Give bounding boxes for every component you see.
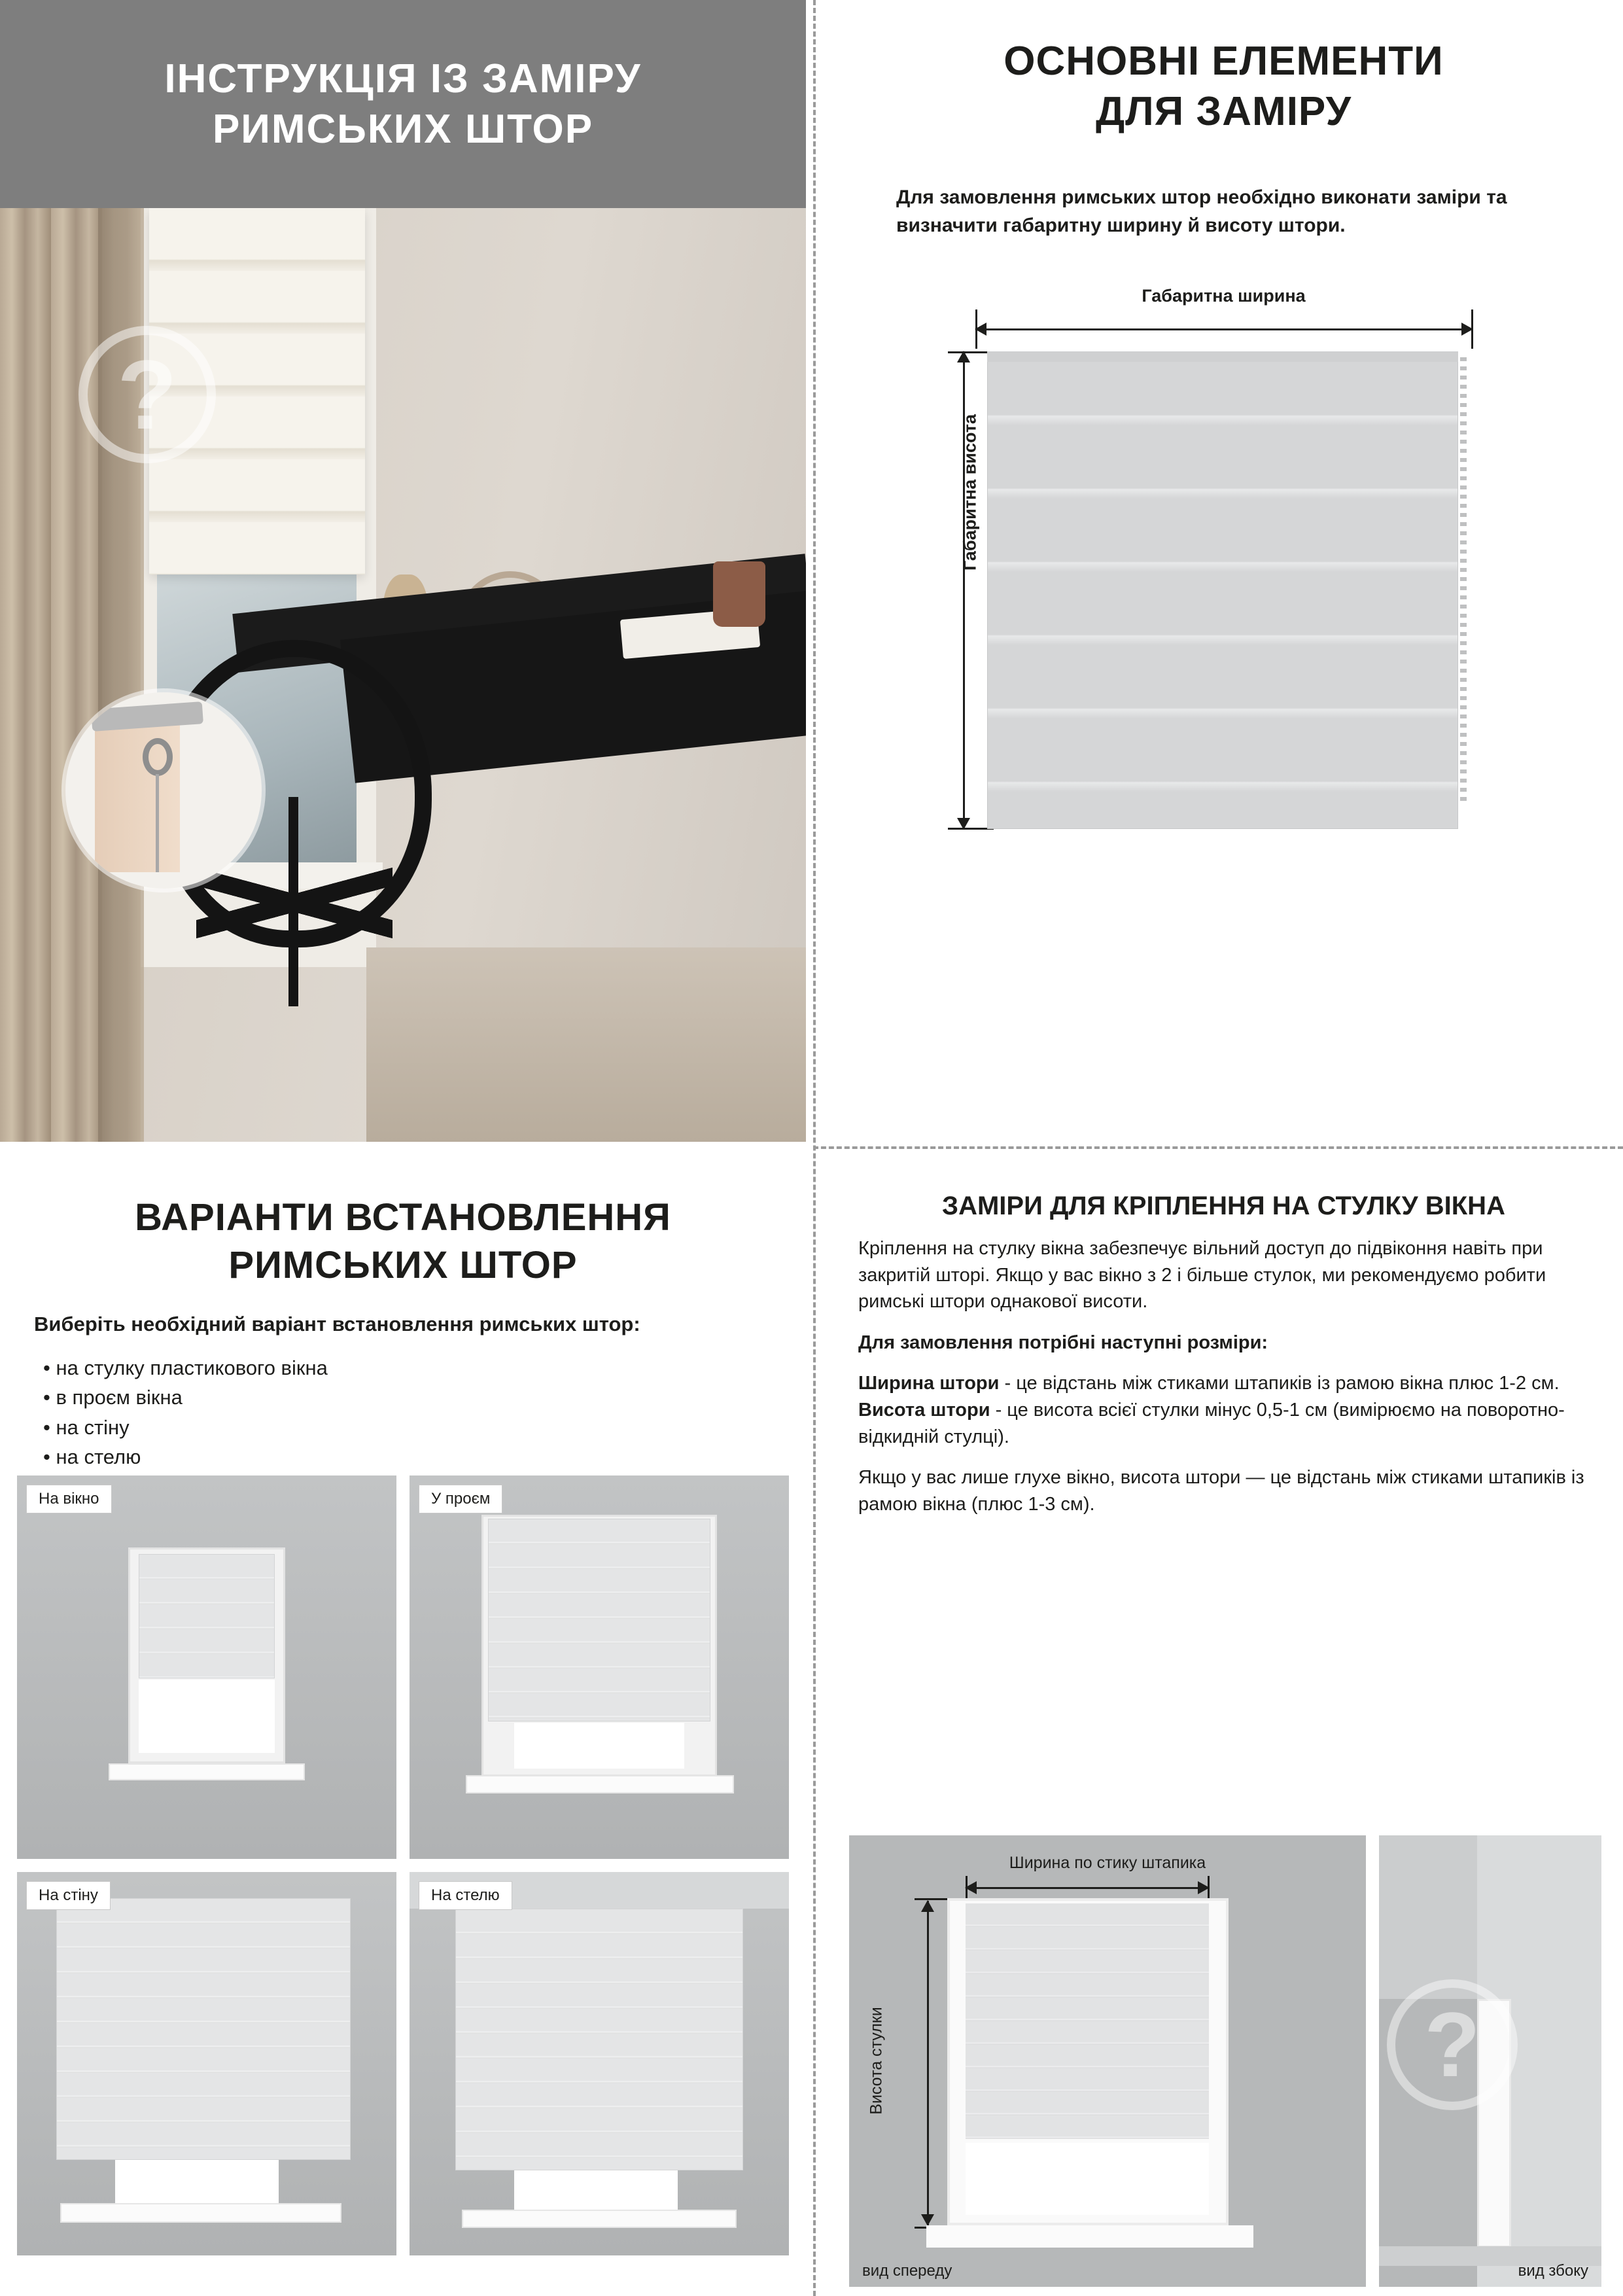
- q2-title: [864, 37, 1584, 137]
- variant-blind: [455, 1909, 743, 2170]
- diagram-height-label: Габаритна висота: [960, 414, 979, 571]
- main-title: [164, 54, 641, 155]
- figure-width-label: Ширина по стику штапика: [1009, 1854, 1206, 1872]
- variant-blind: [488, 1519, 710, 1722]
- diagram-blind-rail: [987, 351, 1458, 362]
- watermark-icon: ?: [1387, 1979, 1518, 2110]
- variant-tag: У проєм: [419, 1485, 502, 1513]
- variant-on-wall: [17, 1872, 396, 2255]
- q4-paragraph-1: Кріплення на стулку вікна забезпечує вільний доступ до підвіконня навіть при закритій шторі. Якщо у вас вікно з 2 і більше стулок, ми рекомендуємо робити римські штори однакової висоти.: [858, 1238, 1546, 1313]
- photo-pencil-cup: [713, 561, 765, 627]
- variant-tag: На вікно: [26, 1485, 112, 1513]
- figure-side-view: [1379, 1835, 1601, 2287]
- variant-in-recess: [410, 1475, 789, 1859]
- main-title-banner: [0, 0, 806, 208]
- diagram-blind-cord: [1460, 352, 1467, 804]
- figure-side-frame: [1477, 1999, 1511, 2248]
- figure-side-caption: вид збоку: [1518, 2262, 1588, 2280]
- horizontal-divider: [813, 1146, 1623, 1149]
- fig-height-arrow: [921, 1901, 934, 2225]
- inset-fabric: [95, 709, 180, 872]
- section-main-elements: [824, 0, 1623, 1142]
- interior-photo: [0, 208, 806, 1142]
- main-title-line2: РИМСЬКИХ ШТОР: [212, 107, 594, 152]
- size-width-label: Ширина штори: [858, 1373, 1000, 1394]
- variant-sill: [462, 2210, 737, 2228]
- list-item: • на стелю: [43, 1442, 789, 1472]
- variant-sill: [109, 1763, 305, 1780]
- main-title-line1: ІНСТРУКЦІЯ ІЗ ЗАМІРУ: [164, 56, 642, 101]
- list-item: • на стіну: [43, 1413, 789, 1442]
- width-arrow: [975, 323, 1473, 336]
- photo-detail-inset: [65, 692, 262, 889]
- variant-tag: На стелю: [419, 1881, 512, 1910]
- figure-side-wall: [1379, 1835, 1477, 1999]
- variant-glass: [514, 1723, 684, 1769]
- variant-blind: [139, 1554, 275, 1678]
- size-width-text: - це відстань між стиками штапиків із рамою вікна плюс 1-2 см.: [999, 1373, 1560, 1394]
- watermark-icon: ?: [79, 326, 216, 463]
- section-installation-options: [0, 1161, 806, 2296]
- figure-front-view: [849, 1835, 1366, 2287]
- q3-subtitle: Виберіть необхідний варіант встановлення римських штор:: [34, 1313, 640, 1335]
- installation-variants-grid: [17, 1475, 789, 2255]
- q3-title-line2: РИМСЬКИХ ШТОР: [228, 1243, 578, 1286]
- section-instruction-photo: [0, 0, 806, 1142]
- q4-size-height: [858, 1397, 1589, 1450]
- figure-blind: [966, 1903, 1209, 2139]
- list-item: • на стулку пластикового вікна: [43, 1353, 789, 1383]
- figure-height-label: Висота стулки: [867, 2007, 886, 2115]
- q4-paragraph-3: Якщо у вас лише глухе вікно, висота штори — це відстань між стиками штапиків із рамою вікна (плюс 1-3 см).: [858, 1467, 1584, 1515]
- variant-glass: [139, 1680, 275, 1753]
- sash-measurement-figure: [849, 1835, 1601, 2287]
- q4-paragraph-2: Для замовлення потрібні наступні розміри:: [858, 1332, 1268, 1353]
- list-item: • в проєм вікна: [43, 1383, 789, 1412]
- diagram-blind: [987, 351, 1458, 829]
- inset-cord: [156, 774, 159, 872]
- figure-glass: [966, 2143, 1209, 2215]
- overall-size-diagram: [936, 286, 1512, 862]
- q3-title-line1: ВАРІАНТИ ВСТАНОВЛЕННЯ: [135, 1196, 671, 1239]
- q3-options-list: [43, 1353, 789, 1472]
- variant-sill: [466, 1775, 734, 1793]
- q4-size-width: [858, 1370, 1589, 1397]
- q3-title: [17, 1194, 789, 1289]
- fig-width-arrow: [966, 1881, 1209, 1894]
- diagram-width-label: Габаритна ширина: [1142, 285, 1306, 306]
- inset-ring-icon: [143, 738, 173, 776]
- q4-title: ЗАМІРИ ДЛЯ КРІПЛЕННЯ НА СТУЛКУ ВІКНА: [942, 1192, 1505, 1220]
- figure-sill: [926, 2225, 1253, 2248]
- q2-title-line2: ДЛЯ ЗАМІРУ: [1095, 88, 1352, 134]
- variant-glass: [514, 2170, 678, 2210]
- variant-on-sash: [17, 1475, 396, 1859]
- q2-intro-text: Для замовлення римських штор необхідно виконати заміри та визначити габаритну ширину й висоту штори.: [896, 186, 1507, 237]
- size-height-label: Висота штори: [858, 1399, 990, 1421]
- variant-blind: [56, 1898, 351, 2160]
- section-sash-measurement: [824, 1161, 1623, 2296]
- variant-glass: [115, 2160, 279, 2203]
- variant-sill: [60, 2203, 341, 2223]
- variant-tag: На стіну: [26, 1881, 111, 1910]
- variant-on-ceiling: [410, 1872, 789, 2255]
- q2-title-line1: ОСНОВНІ ЕЛЕМЕНТИ: [1003, 39, 1444, 84]
- figure-front-caption: вид спереду: [862, 2262, 952, 2280]
- size-height-text: - це висота всієї стулки мінус 0,5-1 см (вимірюємо на поворотно-відкидній стулці).: [858, 1399, 1565, 1447]
- photo-floor: [366, 947, 806, 1142]
